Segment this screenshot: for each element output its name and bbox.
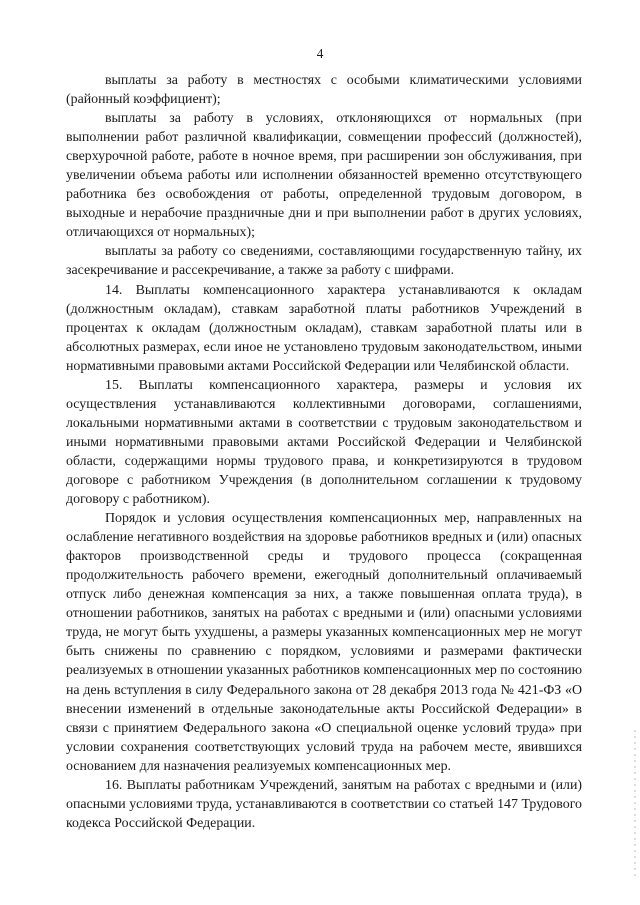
page-number: 4 (316, 46, 324, 61)
paragraph-item-15: 15. Выплаты компенсационного характера, размеры и условия их осуществления устанавливаются коллективными договорами, соглашениями, локальными нормативными актами в соответствии с трудовым законодательством и иными нормативными правовыми актами Российской Федерации и Челябинской области, содержащими нормы трудового права, и конкретизируются в трудовом договоре с работником Учреждения (в дополнительном соглашении к трудовому договору с работником). (66, 377, 582, 508)
scan-edge-mark (634, 730, 636, 880)
paragraph-regional-coefficient: выплаты за работу в местностях с особыми климатическими условиями (районный коэффициент); (66, 73, 582, 108)
paragraph-compensation-procedure: Порядок и условия осуществления компенсационных мер, направленных на ослабление негативного воздействия на здоровье работников вредных и (или) опасных факторов производственной среды и трудового процесса (сокращенная продолжительность рабочего времени, ежегодный дополнительный оплачиваемый отпуск либо денежная компенсация за них, а также повышенная оплата труда), в отношении работников, занятых на работах с вредными и (или) опасными условиями труда, не могут быть ухудшены, а размеры указанных компенсационных мер не могут быть снижены по сравнению с порядком, условиями и размерами фактически реализуемых в отношении указанных работников компенсационных мер по состоянию на день вступления в силу Федерального закона от 28 декабря 2013 года № 421-ФЗ «О внесении изменений в отдельные законодательные акты Российской Федерации» в связи с принятием Федерального закона «О специальной оценке условий труда» при условии сохранения соответствующих условий труда на рабочем месте, явившихся основанием для назначения реализуемых компенсационных мер. (66, 511, 582, 774)
paragraph-item-14: 14. Выплаты компенсационного характера устанавливаются к окладам (должностным окладам), ставкам заработной платы работников Учреждений в процентах к окладам (должностным окладам), ставкам заработной платы или в абсолютных размерах, если иное не установлено трудовым законодательством, иными нормативными правовыми актами Российской Федерации или Челябинской области. (66, 282, 582, 374)
paragraph-abnormal-conditions: выплаты за работу в условиях, отклоняющихся от нормальных (при выполнении работ различной квалификации, совмещении профессий (должностей), сверхурочной работе, работе в ночное время, при расширении зон обслуживания, при увеличении объема работы или исполнении обязанностей временно отсутствующего работника без освобождения от работы, определенной трудовым договором, в выходные и нерабочие праздничные дни и при выполнении работ в других условиях, отличающихся от нормальных); (66, 111, 582, 241)
paragraph-item-16: 16. Выплаты работникам Учреждений, занятым на работах с вредными и (или) опасными условиями труда, устанавливаются в соответствии со статьей 147 Трудового кодекса Российской Федерации. (66, 777, 582, 831)
document-body (66, 71, 582, 833)
paragraph-state-secret: выплаты за работу со сведениями, составляющими государственную тайну, их засекречивание и рассекречивание, а также за работу с шифрами. (66, 244, 582, 279)
